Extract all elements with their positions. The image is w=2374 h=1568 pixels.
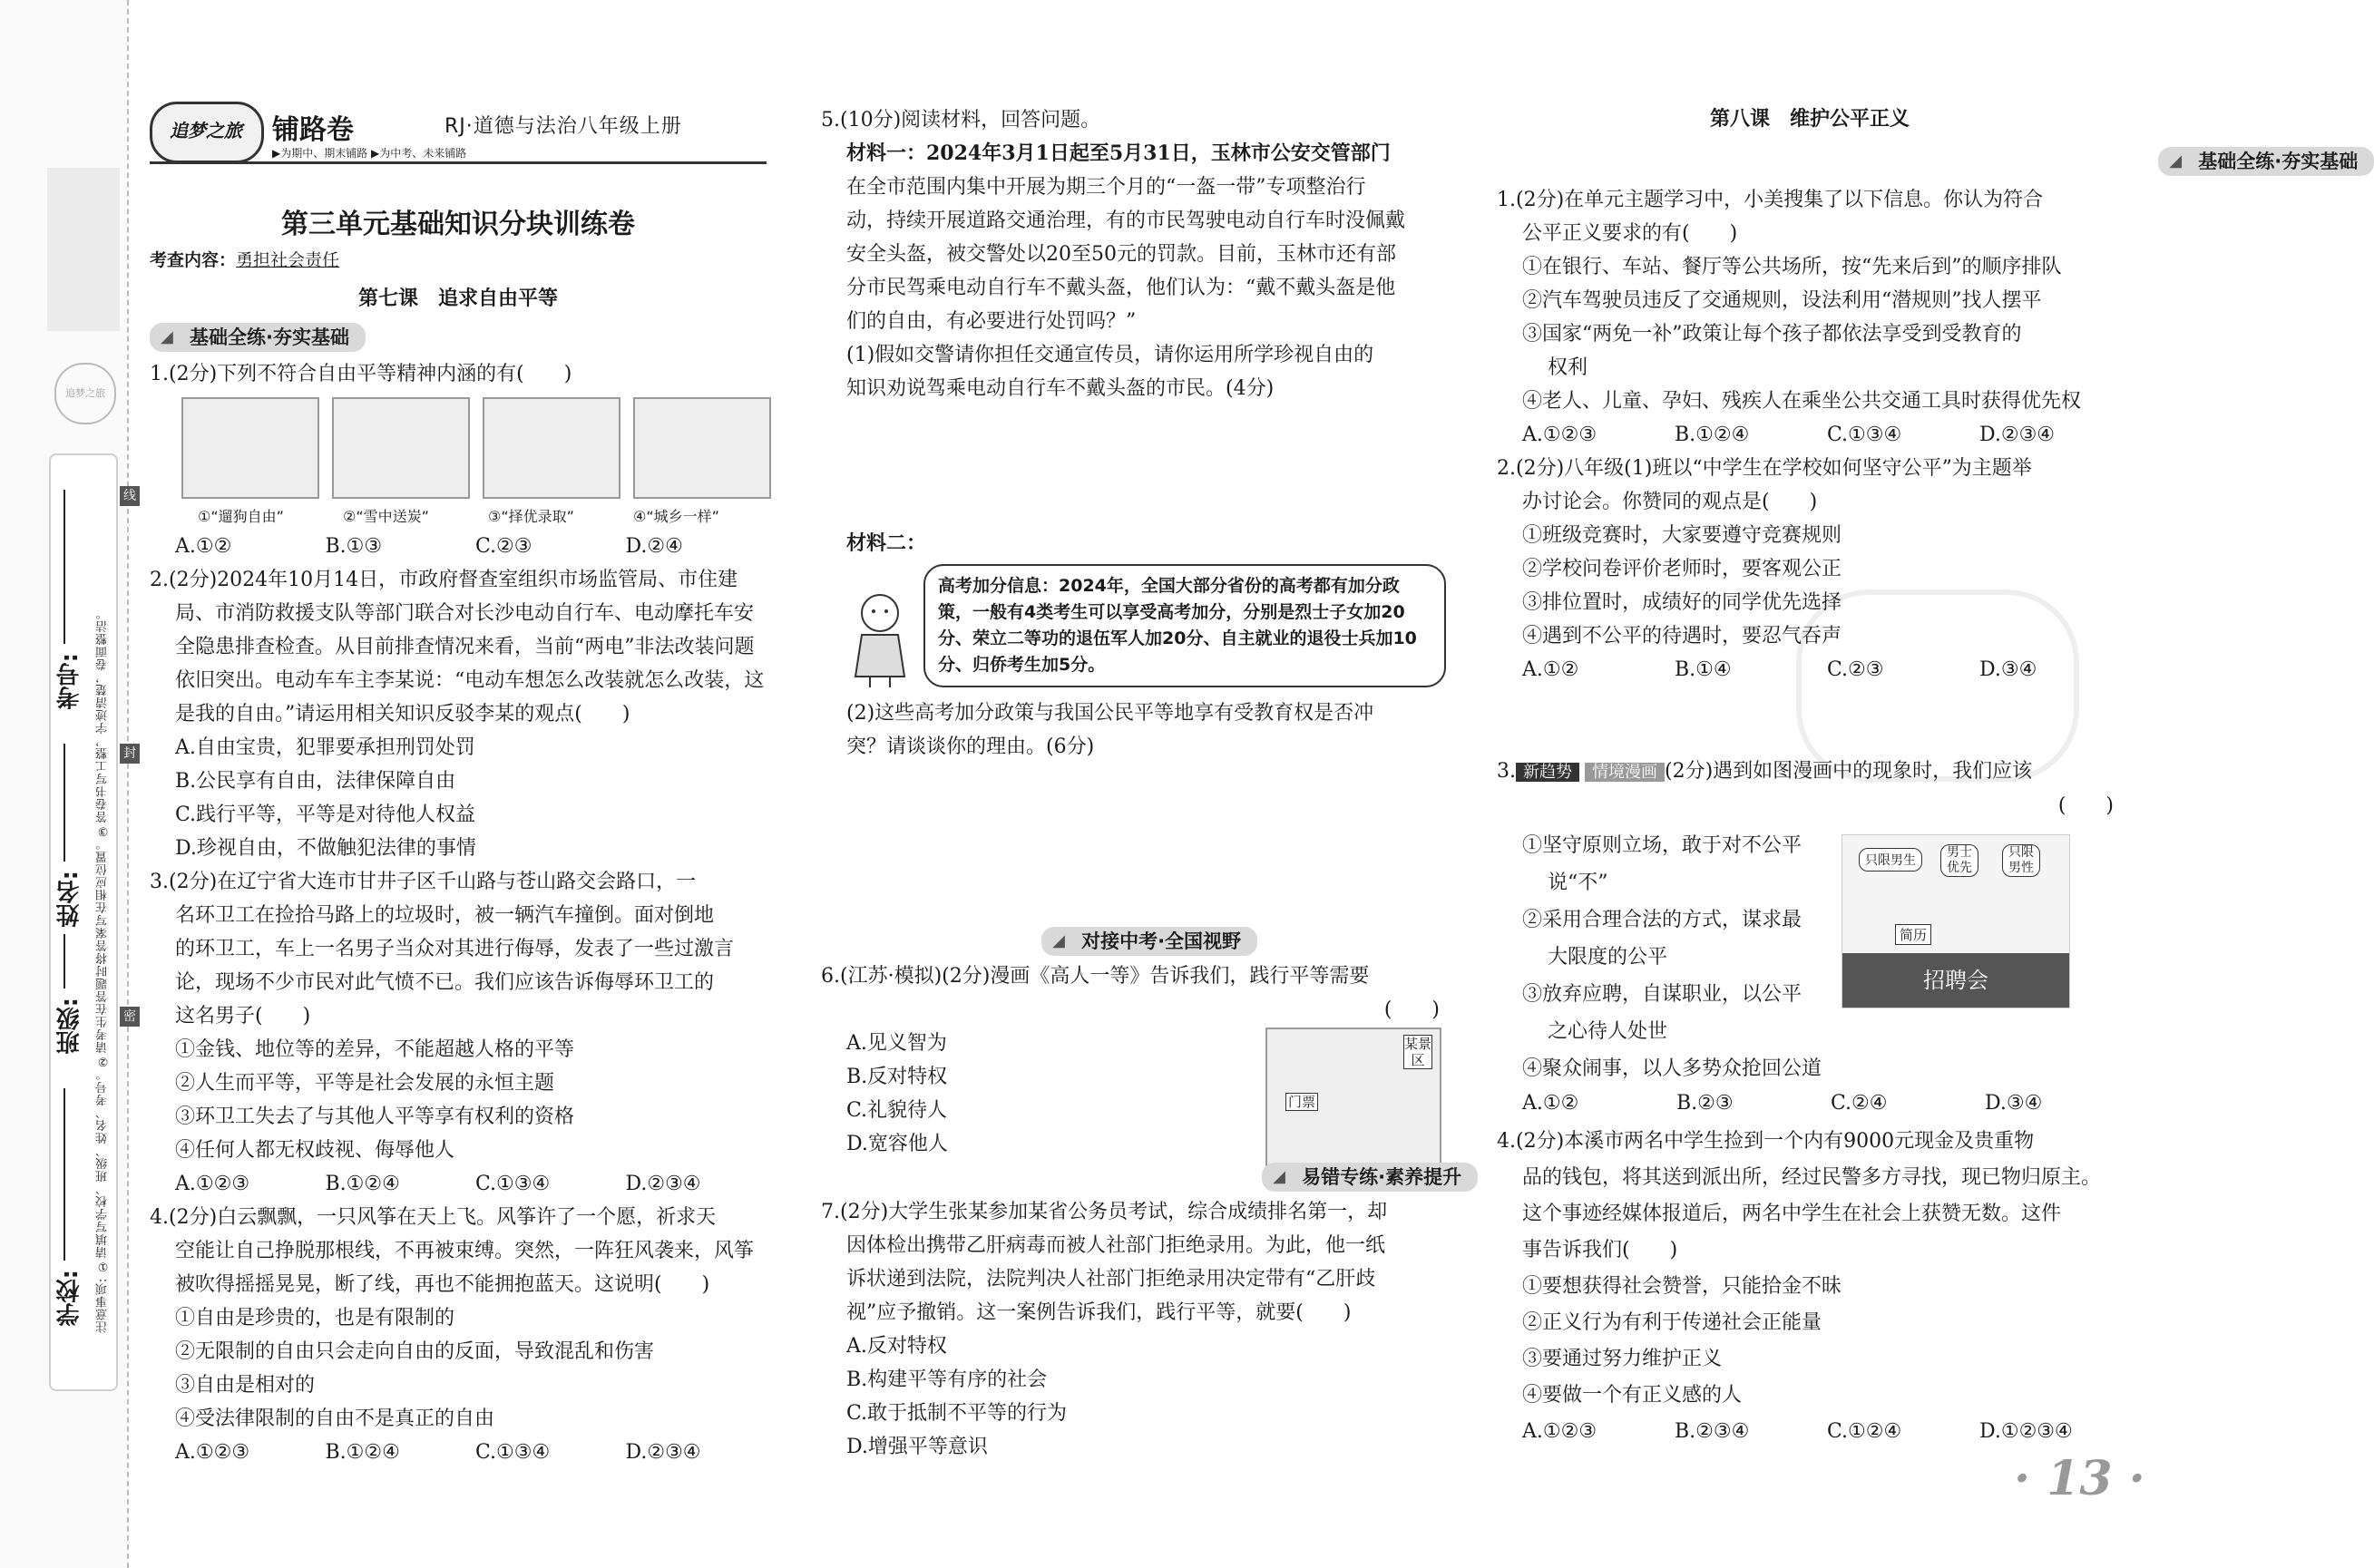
- q3-line: 这名男子( ): [175, 1005, 311, 1027]
- rq2-item: ③排位置时，成绩好的同学优先选择: [1522, 591, 1842, 614]
- q3-item: ④任何人都无权歧视、侮辱他人: [175, 1139, 455, 1162]
- lesson-8-heading: 第八课 维护公平正义: [1709, 107, 1910, 131]
- q2-opt-d[interactable]: D.珍视自由，不做触犯法律的事情: [175, 837, 476, 860]
- cartoon-sign-ticket: 门票: [1285, 1093, 1318, 1111]
- rq4-line: 这个事迹经媒体报道后，两名中学生在社会上获赞无数。这件: [1522, 1203, 2062, 1225]
- job-fair-banner: 招聘会: [1842, 953, 2069, 1008]
- q5-sub2: [846, 696, 1445, 764]
- lesson-7-heading: 第七课 追求自由平等: [357, 287, 558, 310]
- bubble-men-first: 男士优先: [1940, 844, 1978, 877]
- rq4-item: ④要做一个有正义感的人: [1522, 1384, 1743, 1407]
- q3-opt-c[interactable]: C.①③④: [475, 1173, 551, 1195]
- q5-material-1: 安全头盔，被交警处以20至50元的罚款。目前，玉林市还有部: [846, 243, 1396, 266]
- rq1-item: ②汽车驾驶员违反了交通规则，设法利用“潜规则”找人摆平: [1522, 289, 2042, 312]
- q5-sub1: (1)假如交警请你担任交通宣传员，请你运用所学珍视自由的: [846, 344, 1374, 366]
- section-exam-link: ◢ 对接中考·全国视野: [1041, 927, 1257, 956]
- rq4-opt-a[interactable]: A.①②③: [1522, 1420, 1597, 1443]
- left-questions: [150, 530, 776, 1469]
- q4-options: [150, 1436, 776, 1469]
- bubble-male-only: 只限男性: [2002, 844, 2040, 877]
- school-line: [64, 1088, 65, 1261]
- number-line: [64, 490, 65, 644]
- q5-block: [821, 103, 1447, 405]
- rq1-line: 公平正义要求的有( ): [1522, 222, 1738, 245]
- rq3-item: 大限度的公平: [1548, 946, 1668, 969]
- q1-opt-c[interactable]: C.②③: [475, 535, 532, 558]
- q3-item: ③环卫工失去了与其他人平等享有权利的资格: [175, 1105, 575, 1128]
- strip-tab: [47, 168, 120, 331]
- rq4-opt-d[interactable]: D.①②③④: [1979, 1420, 2073, 1443]
- q2-line: 全隐患排查检查。从目前排查情况来看，当前“两电”非法改装问题: [175, 636, 755, 658]
- rq2-line: 办讨论会。你赞同的观点是( ): [1522, 491, 1818, 513]
- cartoon-3: [483, 397, 620, 499]
- q7-line: 诉状递到法院，法院判决人社部门拒绝录用决定带有“乙肝歧: [846, 1268, 1376, 1290]
- q6-paren: ( ): [1383, 998, 1440, 1021]
- q4-item: ②无限制的自由只会走向自由的反面，导致混乱和伤害: [175, 1340, 655, 1363]
- q5-material-1: 材料一：2024年3月1日起至5月31日，玉林市公安交管部门: [846, 141, 1391, 165]
- caption-1: ①“遛狗自由”: [198, 508, 284, 525]
- section-basic-right: ◢ 基础全练·夯实基础: [2158, 147, 2374, 176]
- resume-paper: 简历: [1895, 924, 1931, 945]
- q1-block: [150, 357, 776, 391]
- q5-material-1: 们的自由，有必要进行处罚吗？”: [846, 310, 1137, 333]
- rq2-item: ④遇到不公平的待遇时，要忍气吞声: [1522, 625, 1842, 648]
- strip-logo: [54, 363, 116, 424]
- q5-speech-bubble: 高考加分信息：2024年，全国大部分省份的高考都有加分政策，一般有4类考生可以享受高考加分，分别是烈士子女加20分、荣立二等功的退伍军人加20分、自主就业的退役士兵加10分、归侨考生加5分。: [923, 564, 1446, 687]
- name-label: 姓名:: [56, 871, 83, 928]
- rq3-opt-c[interactable]: C.②④: [1831, 1092, 1888, 1115]
- rq4-item: ③要通过努力维护正义: [1522, 1348, 1723, 1370]
- cartoon-2: [332, 397, 470, 499]
- tag-comic: 情境漫画: [1585, 763, 1665, 782]
- rq2-opt-a[interactable]: A.①②: [1522, 658, 1579, 681]
- rq1-item: ①在银行、车站、餐厅等公共场所，按“先来后到”的顺序排队: [1522, 256, 2062, 278]
- q3-item: ②人生而平等，平等是社会发展的永恒主题: [175, 1072, 555, 1095]
- right-q1-q2: [1497, 183, 2132, 687]
- caption-4: ④“城乡一样”: [633, 508, 719, 525]
- q3-item: ①金钱、地位等的差异，不能超越人格的平等: [175, 1038, 575, 1061]
- q2-line: 依旧突出。电动车车主李某说：“电动车想怎么改装就怎么改装，这: [175, 669, 765, 692]
- bubble-males-only: 只限男生: [1859, 848, 1922, 872]
- rq1-item: 权利: [1548, 356, 1588, 379]
- q5-sub1: 知识劝说驾乘电动自行车不戴头盔的市民。(4分): [846, 377, 1275, 400]
- q4-opt-b[interactable]: B.①②④: [325, 1441, 400, 1464]
- q1-captions: [198, 505, 778, 526]
- strip-logo-text: 追梦之旅: [65, 387, 105, 399]
- rq4-item: ①要想获得社会赞誉，只能拾金不昧: [1522, 1275, 1842, 1298]
- brand-title: 铺路卷: [272, 114, 354, 146]
- q4-opt-c[interactable]: C.①③④: [475, 1441, 551, 1464]
- rq2-item: ①班级竞赛时，大家要遵守竞赛规则: [1522, 524, 1842, 547]
- q2-opt-a[interactable]: A.自由宝贵，犯罪要承担刑罚处罚: [175, 736, 475, 759]
- rq1-item: ③国家“两免一补”政策让每个孩子都依法享受到受教育的: [1522, 323, 2022, 346]
- q5-sub2-line: (2)这些高考加分政策与我国公民平等地享有受教育权是否冲: [846, 702, 1374, 725]
- section-basic-left: ◢ 基础全练·夯实基础: [150, 323, 366, 352]
- name-line: [64, 744, 65, 862]
- scope-label: 考查内容：: [150, 250, 237, 270]
- q6-opt-c[interactable]: C.礼貌待人: [846, 1099, 948, 1122]
- marker-seal: 封: [120, 744, 140, 764]
- q5-sub2-line: 突？请谈谈你的理由。(6分): [846, 735, 1095, 758]
- marker-line: 线: [120, 486, 140, 506]
- q2-opt-c[interactable]: C.践行平等，平等是对待他人权益: [175, 803, 476, 826]
- rq2-opt-b[interactable]: B.①④: [1675, 658, 1732, 681]
- class-label: 班级:: [56, 998, 83, 1055]
- q3-line: 名环卫工在捡拾马路上的垃圾时，被一辆汽车撞倒。面对倒地: [175, 904, 715, 927]
- q2-opt-b[interactable]: B.公民享有自由，法律保障自由: [175, 770, 456, 793]
- q1-stem: 1.(2分)下列不符合自由平等精神内涵的有( ): [150, 363, 572, 385]
- header-rule: [150, 161, 767, 164]
- q6-cartoon: [1265, 1027, 1441, 1167]
- caption-3: ③“择优录取”: [488, 508, 574, 525]
- rq1-opt-a[interactable]: A.①②③: [1522, 424, 1597, 446]
- class-line: [64, 934, 65, 989]
- book-title: RJ·道德与法治八年级上册: [445, 115, 682, 138]
- q4-line: 空能让自己挣脱那根线，不再被束缚。突然，一阵狂风袭来，风筝: [175, 1240, 755, 1262]
- q3-opt-b[interactable]: B.①②④: [325, 1173, 400, 1195]
- q4-line: 4.(2分)白云飘飘，一只风筝在天上飞。风筝许了一个愿，祈求天: [150, 1206, 717, 1229]
- q6-opt-d[interactable]: D.宽容他人: [846, 1133, 948, 1155]
- fold-line: [127, 0, 129, 1568]
- q3-options: [150, 1167, 776, 1201]
- rq3-item: ③放弃应聘，自谋职业，以公平: [1522, 983, 1802, 1006]
- q4-item: ④受法律限制的自由不是真正的自由: [175, 1407, 495, 1430]
- q1-options: [150, 530, 776, 563]
- q7-block: [821, 1195, 1447, 1464]
- rq2-item: ②学校问卷评价老师时，要客观公正: [1522, 558, 1842, 580]
- rq2-options: [1497, 653, 2132, 687]
- rq3-cartoon: [1842, 834, 2070, 1008]
- page-number: · 13 ·: [2014, 1451, 2145, 1506]
- rq3-paren: ( ): [2057, 794, 2114, 817]
- q7-opt-c[interactable]: C.敢于抵制不平等的行为: [846, 1402, 1068, 1425]
- q1-opt-a[interactable]: A.①②: [175, 535, 232, 558]
- q3-opt-d[interactable]: D.②③④: [625, 1173, 701, 1195]
- q1-cartoons: [181, 397, 762, 499]
- number-label: 考号:: [56, 653, 83, 710]
- cartoon-sign-scenic: 某景区: [1404, 1036, 1432, 1068]
- caption-2: ②“雪中送炭”: [343, 508, 429, 525]
- q5-stem: 5.(10分)阅读材料，回答问题。: [821, 109, 1101, 131]
- rq1-opt-c[interactable]: C.①③④: [1827, 424, 1902, 446]
- q5-material-2-label: 材料二：: [846, 532, 927, 555]
- rq3-item: ②采用合理合法的方式，谋求最: [1522, 909, 1802, 931]
- rq2-opt-d[interactable]: D.③④: [1979, 658, 2037, 681]
- rq3-stem: 3. 新趋势 情境漫画 (2分)遇到如图漫画中的现象时，我们应该: [1497, 760, 2033, 783]
- rq4-line: 4.(2分)本溪市两名中学生捡到一个内有9000元现金及贵重物: [1497, 1130, 2035, 1153]
- q2-line: 局、市消防救援支队等部门联合对长沙电动自行车、电动摩托车安: [175, 602, 755, 625]
- q7-opt-a[interactable]: A.反对特权: [846, 1335, 947, 1358]
- q5-material-1: 分市民驾乘电动自行车不戴头盔，他们认为：“戴不戴头盔是他: [846, 277, 1396, 299]
- school-label: 学校:: [56, 1270, 83, 1327]
- rq1-opt-d[interactable]: D.②③④: [1979, 424, 2056, 446]
- rq1-line: 1.(2分)在单元主题学习中，小美搜集了以下信息。你认为符合: [1497, 189, 2044, 211]
- rq3-item: ①坚守原则立场，敢于对不公平: [1522, 834, 1802, 857]
- q3-line: 论，现场不少市民对此气愤不已。我们应该告诉侮辱环卫工的: [175, 971, 715, 994]
- q2-line: 2.(2分)2024年10月14日，市政府督查室组织市场监管局、市住建: [150, 569, 738, 591]
- q7-opt-d[interactable]: D.增强平等意识: [846, 1436, 988, 1458]
- rq3-options-wrap: [1522, 1086, 2139, 1120]
- rq3-opt-a[interactable]: A.①②: [1522, 1092, 1579, 1115]
- q3-line: 3.(2分)在辽宁省大连市甘井子区千山路与苍山路交会路口，一: [150, 871, 697, 893]
- q2-line: 是我的自由。”请运用相关知识反驳李某的观点( ): [175, 703, 630, 726]
- rq3-item: 之心待人处世: [1548, 1020, 1668, 1043]
- rq3-opt-d[interactable]: D.③④: [1985, 1092, 2043, 1115]
- rq4-line: 事告诉我们( ): [1522, 1239, 1678, 1261]
- q7-line: 7.(2分)大学生张某参加某省公务员考试，综合成绩排名第一，却: [821, 1201, 1388, 1223]
- q1-opt-d[interactable]: D.②④: [625, 535, 683, 558]
- q4-item: ①自由是珍贵的，也是有限制的: [175, 1307, 455, 1329]
- q7-line: 视”应予撤销。这一案例告诉我们，践行平等，就要( ): [846, 1301, 1352, 1324]
- section-error-prone: ◢ 易错专练·素养提升: [1262, 1163, 1478, 1192]
- rq3-item: 说“不”: [1548, 872, 1608, 894]
- rq2-opt-c[interactable]: C.②③: [1827, 658, 1884, 681]
- rq4-options: [1497, 1415, 2132, 1448]
- q5-material-1: 动，持续开展道路交通治理，有的市民驾驶电动自行车时没佩戴: [846, 209, 1406, 232]
- scope-line: [150, 247, 339, 271]
- cartoon-1: [181, 397, 319, 499]
- q3-opt-a[interactable]: A.①②③: [175, 1173, 250, 1195]
- q4-opt-d[interactable]: D.②③④: [625, 1441, 701, 1464]
- brand-subtitle: ▶为期中、期末铺路 ▶为中考、未来铺路: [272, 147, 467, 160]
- rq4-opt-c[interactable]: C.①②④: [1827, 1420, 1902, 1443]
- rq1-opt-b[interactable]: B.①②④: [1675, 424, 1750, 446]
- rq1-item: ④老人、儿童、孕妇、残疾人在乘坐公共交通工具时获得优先权: [1522, 390, 2082, 413]
- rq4-block: [1497, 1125, 2132, 1448]
- rq3-item: ④聚众闹事，以人多势众抢回公道: [1522, 1057, 1822, 1080]
- brand-logo-text: 追梦之旅: [170, 120, 242, 141]
- binding-note: 注意事项: ①请填写学校、班级、姓名、考号。②请考生在答题时将答案写在相应位置。③答卷书写工整，字迹清楚，卷面整洁。: [96, 607, 110, 1333]
- rq4-line: 品的钱包，将其送到派出所，经过民警多方寻找，现已物归原主。: [1522, 1166, 2102, 1189]
- q6-opt-b[interactable]: B.反对特权: [846, 1066, 948, 1088]
- rq3-stem-row: [1497, 755, 2132, 823]
- q3-line: 的环卫工，车上一名男子当众对其进行侮辱，发表了一些过激言: [175, 938, 735, 960]
- rq3-opt-b[interactable]: B.②③: [1676, 1092, 1734, 1115]
- rq4-opt-b[interactable]: B.②③④: [1675, 1420, 1750, 1443]
- rq3-stem-text: (2分)遇到如图漫画中的现象时，我们应该: [1665, 760, 2033, 783]
- rq4-item: ②正义行为有利于传递社会正能量: [1522, 1311, 1822, 1334]
- girl-illustration: [848, 589, 912, 689]
- rq2-line: 2.(2分)八年级(1)班以“中学生在学校如何坚守公平”为主题举: [1497, 457, 2032, 480]
- q4-line: 被吹得摇摇晃晃，断了线，再也不能拥抱蓝天。这说明( ): [175, 1273, 710, 1296]
- q6-opt-a[interactable]: A.见义智为: [846, 1032, 947, 1055]
- tag-new-trend: 新趋势: [1516, 763, 1579, 782]
- unit-title: 第三单元基础知识分块训练卷: [281, 209, 635, 240]
- cartoon-4: [633, 397, 771, 499]
- rq3-options: [1522, 1086, 2139, 1120]
- q7-line: 因体检出携带乙肝病毒而被人社部门拒绝录用。为此，他一纸: [846, 1234, 1386, 1257]
- scope-value: 勇担社会责任: [236, 250, 340, 270]
- q5-material-1: 在全市范围内集中开展为期三个月的“一盔一带”专项整治行: [846, 176, 1366, 199]
- q6-stem: 6.(江苏·模拟)(2分)漫画《高人一等》告诉我们，践行平等需要: [821, 965, 1370, 988]
- q7-opt-b[interactable]: B.构建平等有序的社会: [846, 1368, 1048, 1391]
- q4-item: ③自由是相对的: [175, 1374, 316, 1397]
- q1-opt-b[interactable]: B.①③: [325, 535, 383, 558]
- rq1-options: [1497, 418, 2132, 452]
- girl-icon: [848, 589, 912, 689]
- rq3-items: [1522, 829, 1831, 1086]
- q4-opt-a[interactable]: A.①②③: [175, 1441, 250, 1464]
- marker-secret: 密: [120, 1007, 140, 1027]
